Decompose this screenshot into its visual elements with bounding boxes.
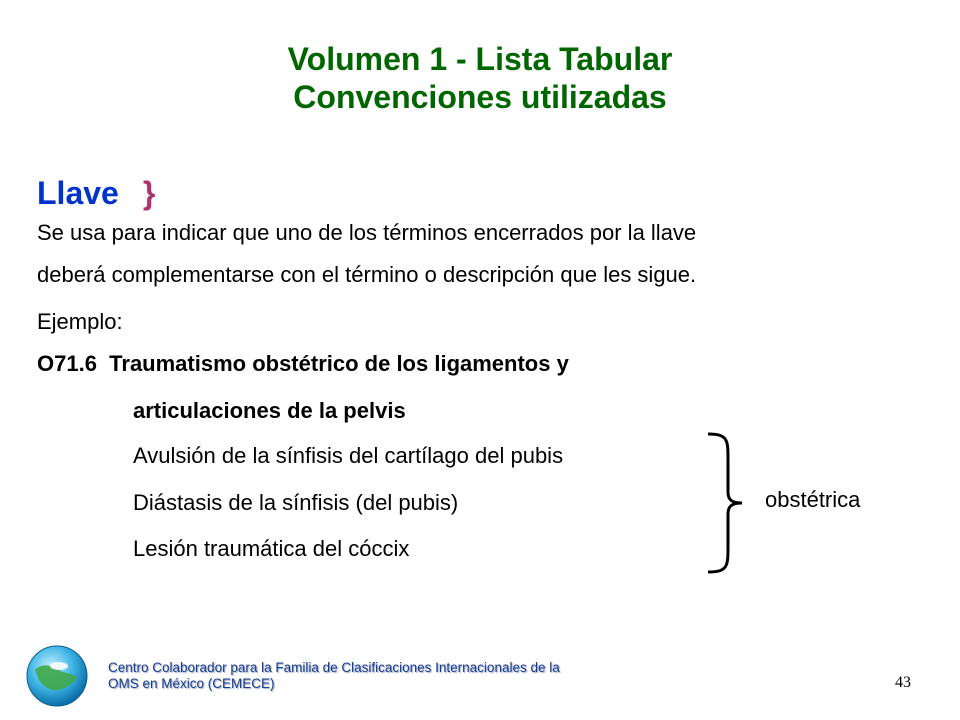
heading-brace-symbol: } [142, 175, 156, 211]
title-line-1: Volumen 1 - Lista Tabular [287, 41, 673, 77]
code-entry-line: O71.6 Traumatismo obstétrico de los ligamentos y [37, 351, 569, 376]
section-heading [37, 175, 155, 212]
code-entry-continuation: articulaciones de la pelvis [133, 398, 406, 423]
term-item-1: Avulsión de la sínfisis del cartílago del pubis [133, 443, 564, 468]
footer-organization [108, 660, 668, 692]
qualifier-term: obstétrica [765, 487, 861, 512]
term-item-2: Diástasis de la sínfisis (del pubis) [133, 490, 459, 515]
footer-line-1: Centro Colaborador para la Familia de Clasificaciones Internacionales de la [108, 660, 560, 675]
right-curly-brace [698, 430, 758, 576]
footer-line-2: OMS en México (CEMECE) [108, 676, 275, 691]
example-label: Ejemplo: [37, 309, 123, 334]
page-number: 43 [895, 674, 911, 691]
term-item-3: Lesión traumática del cóccix [133, 536, 410, 561]
title-line-2: Convenciones utilizadas [293, 79, 667, 115]
cemece-logo [25, 644, 89, 708]
slide-title [0, 40, 960, 116]
heading-label: Llave [37, 175, 119, 211]
description-line-2: deberá complementarse con el término o descripción que les sigue. [37, 262, 697, 287]
description-line-1: Se usa para indicar que uno de los términos encerrados por la llave [37, 220, 697, 245]
